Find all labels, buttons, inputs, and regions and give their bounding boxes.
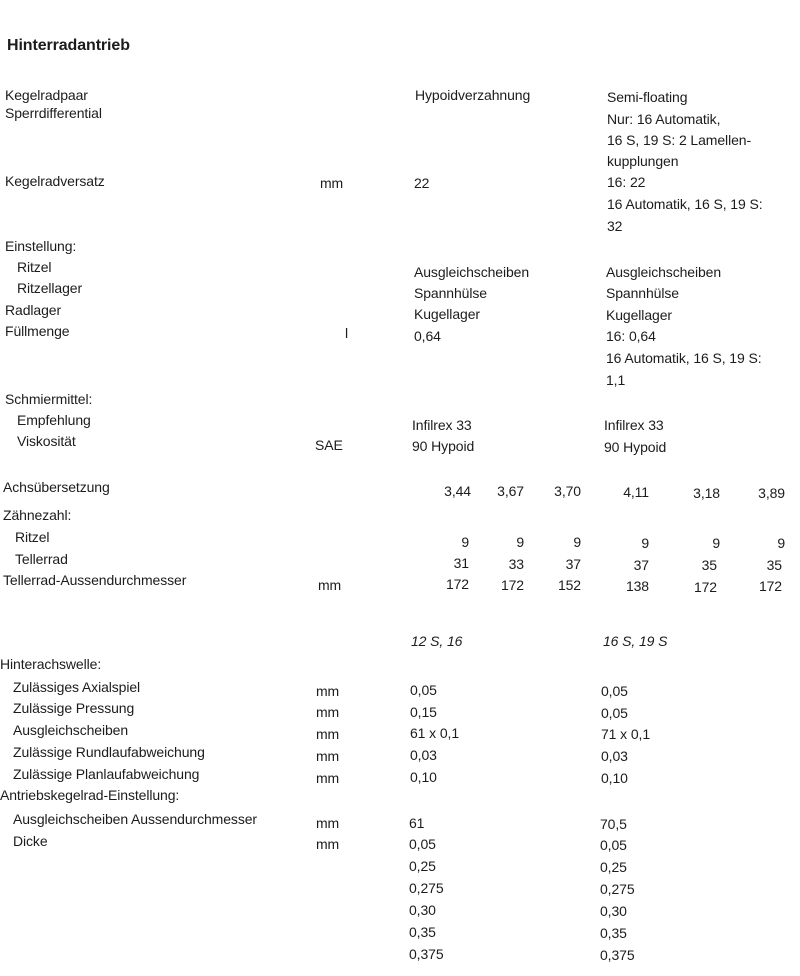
label-empfehlung: Empfehlung <box>17 412 91 428</box>
zaehne-tellerrad-value: 33 <box>508 556 524 572</box>
label-viskositaet: Viskosität <box>17 433 76 449</box>
achs-value: 3,44 <box>444 483 471 499</box>
achs-value: 3,70 <box>554 483 581 499</box>
dicke-value-a: 0,375 <box>409 946 444 962</box>
value-versatz-b2: 16 Automatik, 16 S, 19 S: <box>607 196 763 212</box>
value-versatz-a: 22 <box>414 175 430 191</box>
value-viskositaet-b: 90 Hypoid <box>604 439 667 455</box>
value-planlauf-b: 0,10 <box>601 770 628 786</box>
value-sperr-b3: kupplungen <box>607 153 679 169</box>
label-sperrdifferential: Sperrdifferential <box>5 105 102 121</box>
teller-value: 172 <box>445 576 469 592</box>
dicke-value-a: 0,05 <box>409 836 436 852</box>
dicke-value-a: 0,30 <box>409 902 436 918</box>
unit-ausgleichscheiben: mm <box>316 726 340 742</box>
value-sperr-b2: 16 S, 19 S: 2 Lamellen- <box>607 132 752 148</box>
label-einstellung: Einstellung: <box>5 238 77 254</box>
label-ritzellager: Ritzellager <box>17 280 83 296</box>
label-ritzel: Ritzel <box>17 259 52 275</box>
achs-value: 3,18 <box>693 485 720 501</box>
value-rundlauf-a: 0,03 <box>410 747 437 763</box>
dicke-value-b: 0,05 <box>600 837 627 853</box>
value-radlager-a: Kugellager <box>414 306 480 322</box>
value-ausgleichscheiben-b: 71 x 0,1 <box>601 726 651 742</box>
page-title: Hinterradantrieb <box>7 37 130 54</box>
dicke-value-a: 0,35 <box>409 924 436 940</box>
unit-kegelradversatz: mm <box>320 175 344 191</box>
zaehne-tellerrad-value: 31 <box>453 555 469 571</box>
unit-planlauf: mm <box>316 770 340 786</box>
dicke-value-a: 0,25 <box>409 858 436 874</box>
label-hinterachswelle: Hinterachswelle: <box>0 656 102 672</box>
label-planlauf: Zulässige Planlaufabweichung <box>13 766 200 782</box>
value-ritzellager-a: Spannhülse <box>414 285 487 301</box>
teller-value: 152 <box>557 577 581 593</box>
zaehne-ritzel-value: 9 <box>641 535 649 551</box>
value-pressung-a: 0,15 <box>410 704 437 720</box>
value-ritzel-a: Ausgleichscheiben <box>414 264 530 280</box>
model-header-b: 16 S, 19 S <box>603 633 668 649</box>
unit-pressung: mm <box>316 704 340 720</box>
label-achsuebersetzung: Achsübersetzung <box>3 479 110 495</box>
zaehne-ritzel-value: 9 <box>777 535 785 551</box>
label-schmiermittel: Schmiermittel: <box>5 391 93 407</box>
zaehne-ritzel-value: 9 <box>516 534 524 550</box>
value-aussendurchmesser-a: 61 <box>409 815 425 831</box>
label-antriebskegelrad: Antriebskegelrad-Einstellung: <box>0 787 180 803</box>
zaehne-ritzel-value: 9 <box>461 534 469 550</box>
zaehne-tellerrad-value: 37 <box>633 557 649 573</box>
value-fuellmenge-a: 0,64 <box>414 328 441 344</box>
value-ritzel-b: Ausgleichscheiben <box>606 264 722 280</box>
dicke-value-b: 0,275 <box>600 881 635 897</box>
value-rundlauf-b: 0,03 <box>601 748 628 764</box>
label-radlager: Radlager <box>5 302 62 318</box>
value-ausgleichscheiben-a: 61 x 0,1 <box>410 725 460 741</box>
label-zaehne-ritzel: Ritzel <box>15 529 50 545</box>
value-versatz-b3: 32 <box>607 218 623 234</box>
achs-value: 4,11 <box>623 484 649 500</box>
label-tellerrad-aussendurchmesser: Tellerrad-Aussendurchmesser <box>3 572 187 588</box>
achs-value: 3,67 <box>497 483 524 499</box>
value-radlager-b: Kugellager <box>606 307 672 323</box>
value-empfehlung-a: Infilrex 33 <box>412 417 472 433</box>
label-ausgleichscheiben: Ausgleichscheiben <box>13 722 129 738</box>
value-fuellmenge-b2: 16 Automatik, 16 S, 19 S: <box>606 350 762 366</box>
value-fuellmenge-b1: 16: 0,64 <box>606 328 656 344</box>
zaehne-tellerrad-value: 37 <box>565 556 581 572</box>
value-axialspiel-b: 0,05 <box>601 683 628 699</box>
zaehne-ritzel-value: 9 <box>573 534 581 550</box>
teller-value: 172 <box>758 578 782 594</box>
value-axialspiel-a: 0,05 <box>410 682 437 698</box>
value-kegelradpaar-a: Hypoidverzahnung <box>415 87 531 103</box>
unit-tellerrad: mm <box>318 577 342 593</box>
value-pressung-b: 0,05 <box>601 705 628 721</box>
value-empfehlung-b: Infilrex 33 <box>604 417 664 433</box>
dicke-value-b: 0,30 <box>600 903 627 919</box>
label-dicke: Dicke <box>13 833 48 849</box>
unit-rundlauf: mm <box>316 748 340 764</box>
value-aussendurchmesser-b: 70,5 <box>600 816 627 832</box>
label-kegelradversatz: Kegelradversatz <box>5 173 105 189</box>
value-fuellmenge-b3: 1,1 <box>606 372 626 388</box>
achs-value: 3,89 <box>758 485 785 501</box>
unit-fuellmenge: l <box>345 325 349 341</box>
dicke-value-b: 0,35 <box>600 925 627 941</box>
value-ritzellager-b: Spannhülse <box>606 285 679 301</box>
label-zaehne-tellerrad: Tellerrad <box>15 551 68 567</box>
value-sperr-b1: Nur: 16 Automatik, <box>607 111 721 127</box>
label-zaehnezahl: Zähnezahl: <box>3 507 72 523</box>
label-pressung: Zulässige Pressung <box>13 700 135 716</box>
unit-aussendurchmesser: mm <box>316 815 340 831</box>
dicke-value-b: 0,375 <box>600 947 635 963</box>
label-axialspiel: Zulässiges Axialspiel <box>13 679 141 695</box>
zaehne-tellerrad-value: 35 <box>766 557 782 573</box>
teller-value: 172 <box>500 577 524 593</box>
model-header-a: 12 S, 16 <box>411 633 463 649</box>
value-planlauf-a: 0,10 <box>410 769 437 785</box>
unit-viskositaet: SAE <box>315 437 343 453</box>
value-versatz-b1: 16: 22 <box>607 174 646 190</box>
dicke-value-a: 0,275 <box>409 880 444 896</box>
label-aussendurchmesser: Ausgleichscheiben Aussendurchmesser <box>13 811 257 827</box>
teller-value: 138 <box>625 578 649 594</box>
zaehne-tellerrad-value: 35 <box>701 557 717 573</box>
dicke-value-b: 0,25 <box>600 859 627 875</box>
value-kegelradpaar-b: Semi-floating <box>607 89 688 105</box>
label-kegelradpaar: Kegelradpaar <box>5 87 88 103</box>
teller-value: 172 <box>693 579 717 595</box>
unit-axialspiel: mm <box>316 683 340 699</box>
unit-dicke: mm <box>316 836 340 852</box>
label-rundlauf: Zulässige Rundlaufabweichung <box>13 744 205 760</box>
value-viskositaet-a: 90 Hypoid <box>412 438 475 454</box>
label-fuellmenge: Füllmenge <box>5 323 70 339</box>
zaehne-ritzel-value: 9 <box>712 535 720 551</box>
